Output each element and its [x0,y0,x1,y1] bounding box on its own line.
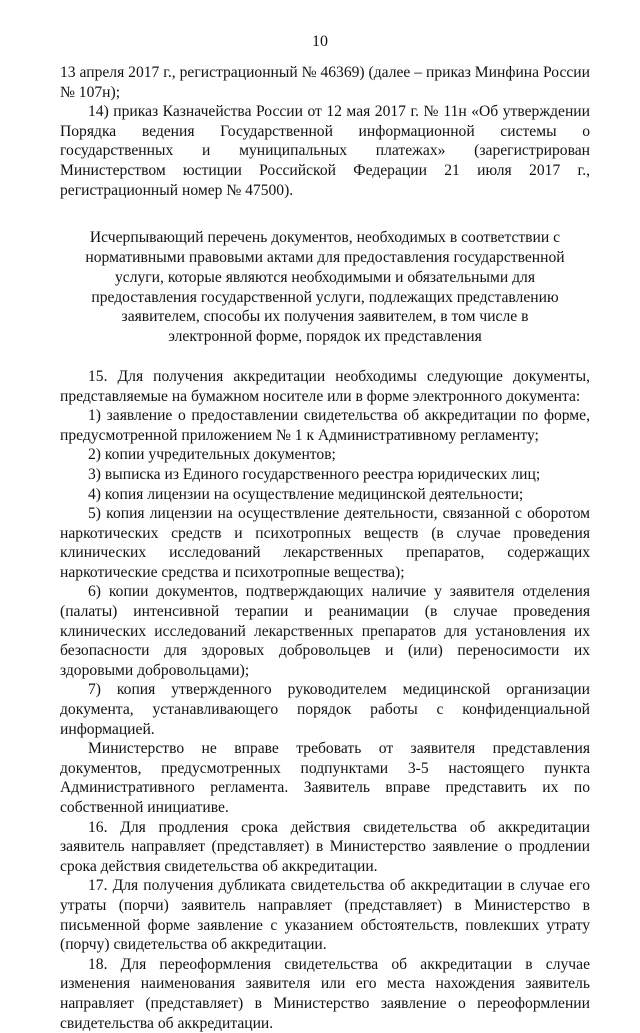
paragraph-item-15: 15. Для получения аккредитации необходимы следующие документы, представляемые на бумажном носителе или в форме электронного документа: [60,367,590,405]
list-item-4: 4) копия лицензии на осуществление медицинской деятельности; [88,485,524,503]
list-item-2: 2) копии учредительных документов; [88,446,336,464]
list-item-5: 5) копия лицензии на осуществление деятельности, связанной с оборотом наркотических средств и психотропных веществ (в случае проведения клинических исследований лекарственных препаратов, содержащих наркотические средства и психотропные вещества); [60,505,590,581]
paragraph-item-17: 17. Для получения дубликата свидетельства об аккредитации в случае его утраты (порчи) заявитель направляет (представляет) в Министерство в письменной форме заявление с указанием обстоятельств, повлекших утрату (порчу) свидетельства об аккредитации. [60,877,590,954]
page-number: 10 [312,33,328,50]
paragraph-item-14: 14) приказ Казначейства России от 12 мая 2017 г. № 11н «Об утверждении Порядка ведения Государственной информационной системы о государственных и муниципальных платежах» (зарегистрирован Министерством юстиции Российской Федерации 21 июля 2017 г., регистрационный номер № 47500). [60,103,590,199]
document-body [60,63,590,1033]
paragraph-continuation: 13 апреля 2017 г., регистрационный № 46369) (далее – приказ Минфина России № 107н); [60,64,590,101]
list-item-6: 6) копии документов, подтверждающих наличие у заявителя отделения (палаты) интенсивной терапии и реанимации (в случае проведения клинических исследований лекарственных препаратов для установления их безопасности для здоровых добровольцев и (или) переносимости их здоровыми добровольцами); [60,583,590,679]
paragraph-ministry-note: Министерство не вправе требовать от заявителя представления документов, предусмотренных подпунктами 3-5 настоящего пункта Административного регламента. Заявитель вправе представить их по собственной инициативе. [60,740,590,816]
list-item-1: 1) заявление о предоставлении свидетельства об аккредитации по форме, предусмотренной приложением № 1 к Административному регламенту; [60,407,590,444]
paragraph-item-16: 16. Для продления срока действия свидетельства об аккредитации заявитель направляет (представляет) в Министерство заявление о продлении срока действия свидетельства об аккредитации. [60,818,590,875]
paragraph-item-18: 18. Для переоформления свидетельства об аккредитации в случае изменения наименования заявителя или его места нахождения заявитель направляет (представляет) в Министерство заявление о переоформлении свидетельства об аккредитации. [60,955,590,1032]
section-heading: Исчерпывающий перечень документов, необходимых в соответствии с нормативными правовыми актами для предоставления государственной услуги, которые являются необходимыми и обязательными для предоставления государственной услуги, подлежащих представлению заявителем, способы их получения заявителем, в том числе в электронной форме, порядок их представления [85,229,565,346]
list-item-3: 3) выписка из Единого государственного реестра юридических лиц; [88,465,541,483]
list-item-7: 7) копия утвержденного руководителем медицинской организации документа, устанавливающего порядок работы с конфиденциальной информацией. [60,681,590,738]
